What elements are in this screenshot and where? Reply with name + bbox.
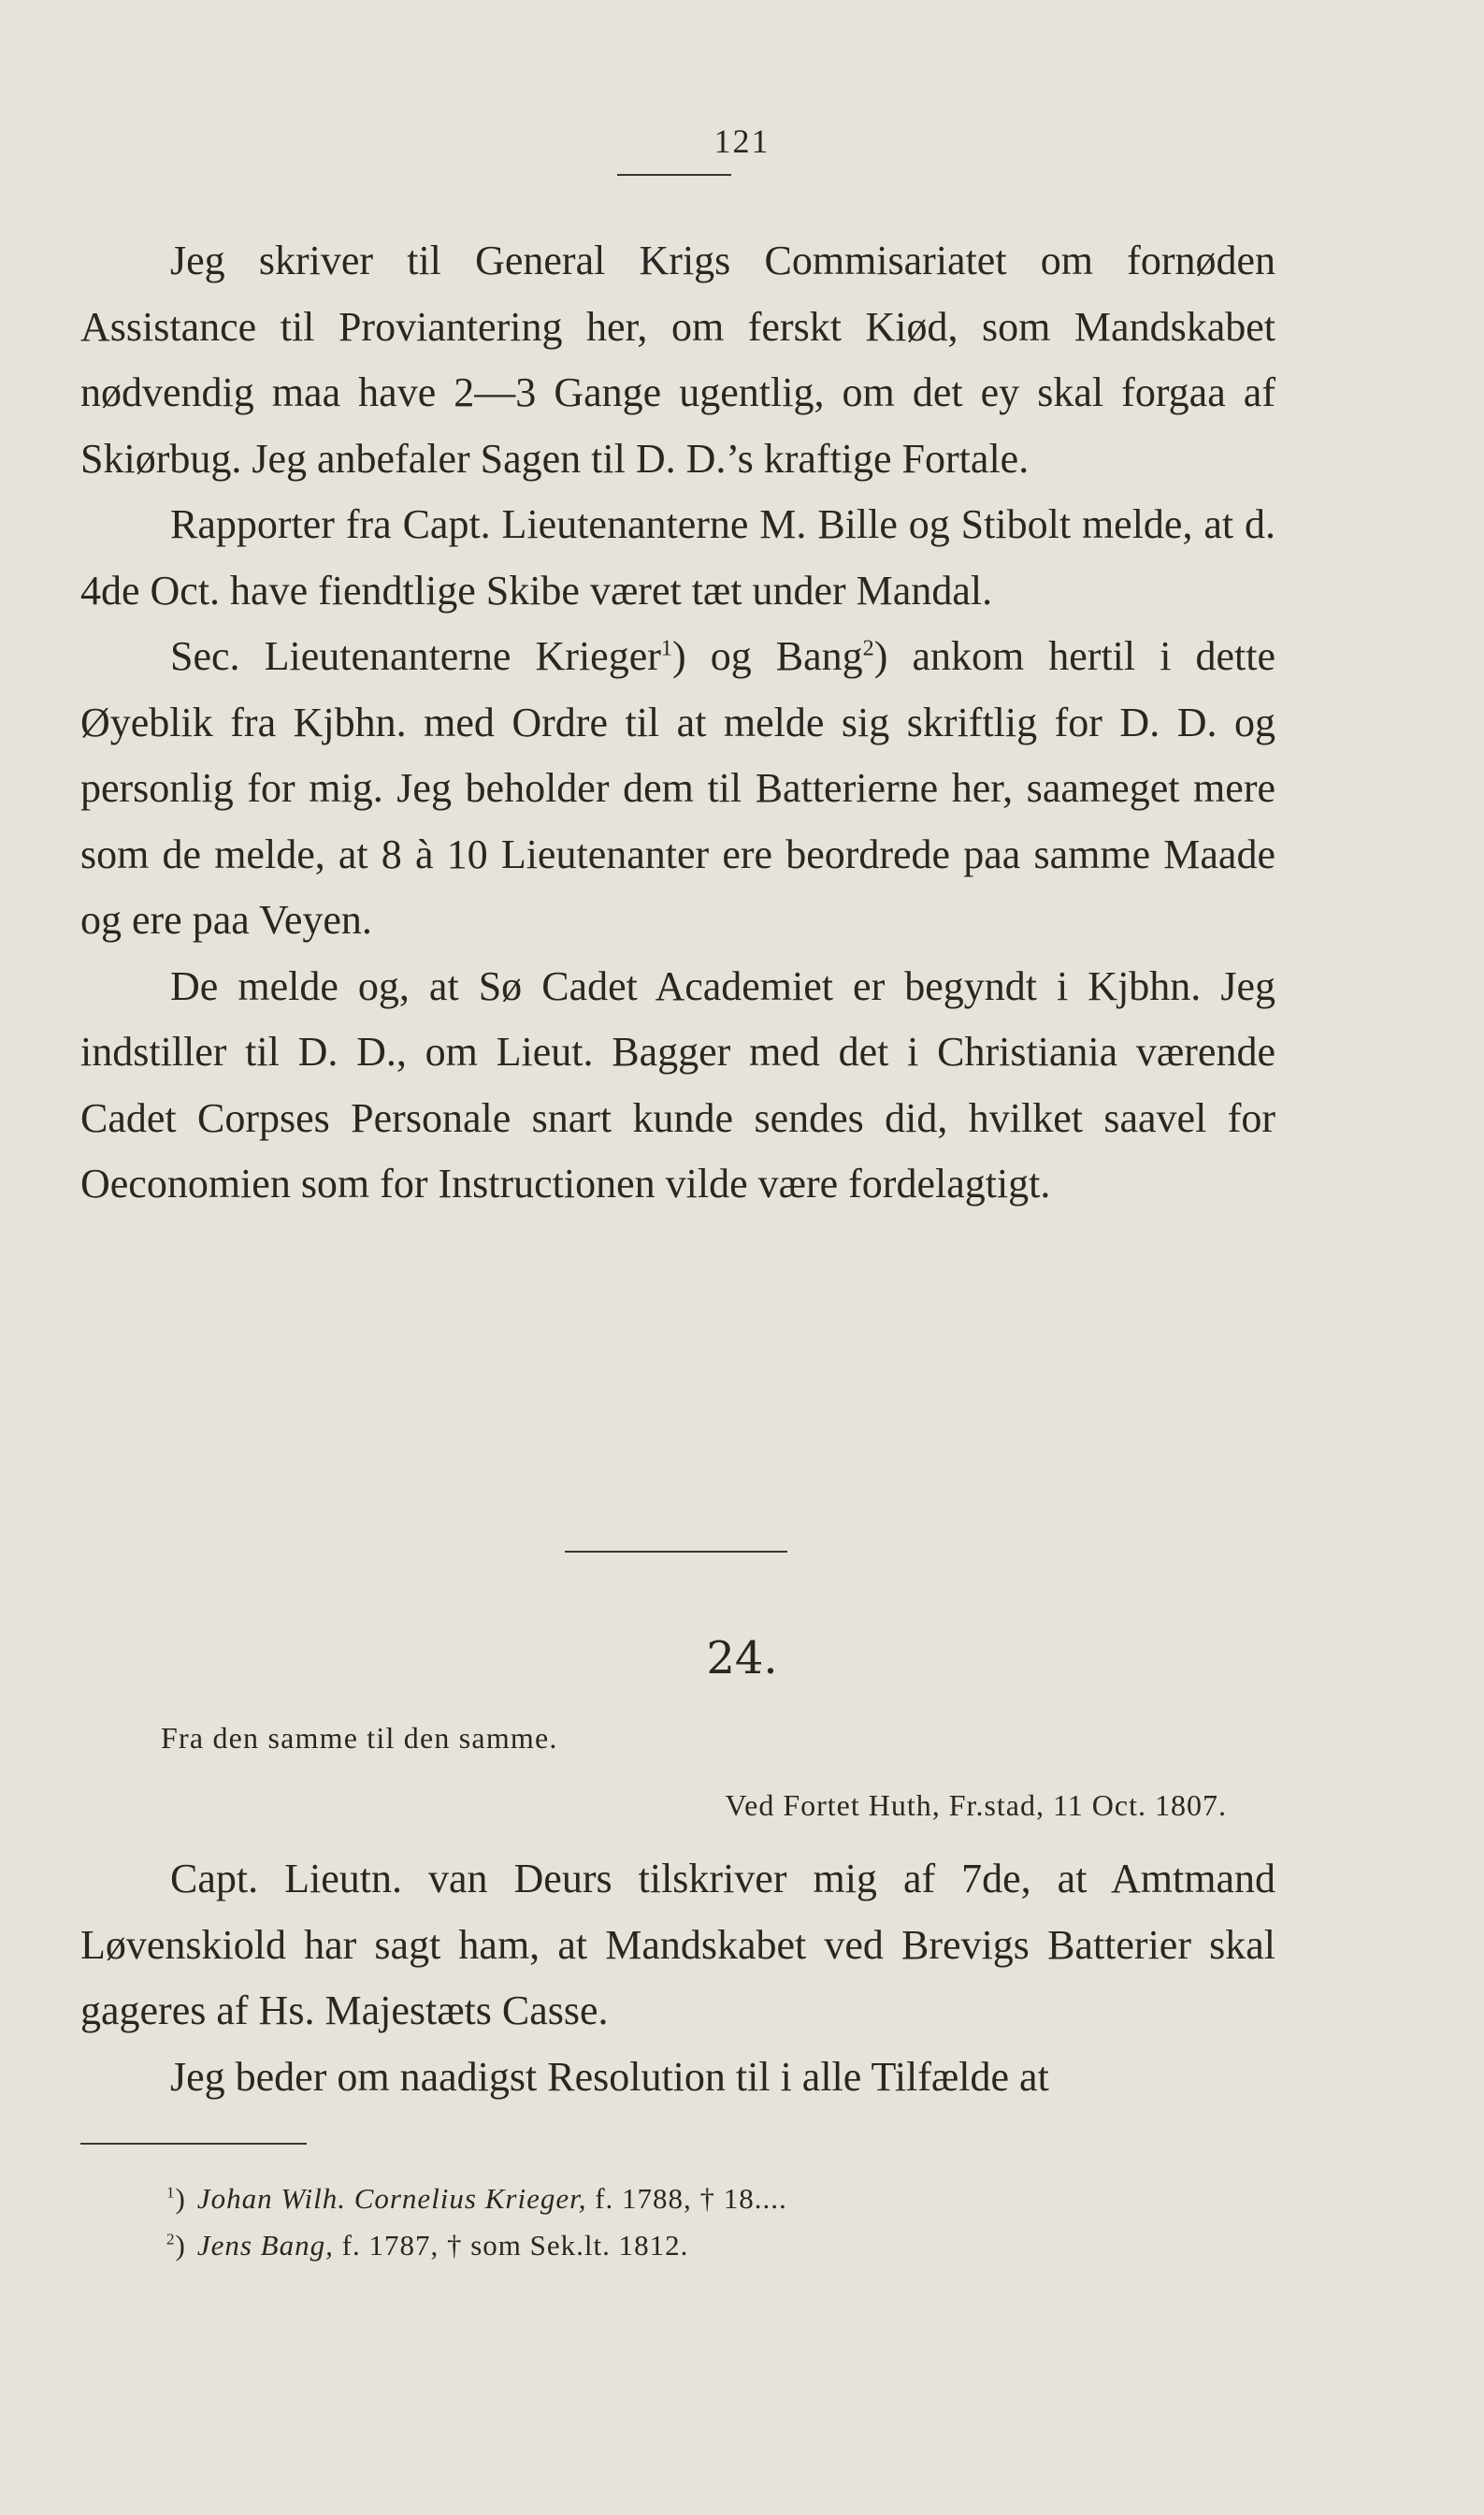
footnote-text: f. 1787, † som Sek.lt. 1812. [333, 2229, 689, 2262]
paragraph: Rapporter fra Capt. Lieutenanterne M. Bille og Stibolt melde, at d. 4de Oct. have fiendtlige Skibe været tæt under Mandal. [80, 501, 1275, 614]
footnote-person-name: Jens Bang, [196, 2229, 334, 2262]
footnote-person-name: Johan Wilh. Cornelius Krieger, [196, 2182, 587, 2215]
footnote-marker: $^1$) [166, 2182, 186, 2215]
paragraph [80, 624, 1275, 954]
page-number-rule [617, 174, 731, 176]
page-number: 121 [713, 123, 771, 160]
text-run: Sec. Lieutenanterne Krieger [170, 633, 661, 679]
body-text-2 [80, 1846, 1275, 2110]
footnote-ref: 1 [660, 635, 672, 661]
footnote-marker: $^2$) [166, 2229, 186, 2262]
letter-dateline: Ved Fortet Huth, Fr.stad, 11 Oct. 1807. [725, 1788, 1227, 1822]
text-run: ) ankom hertil i dette Øyeblik fra Kjbhn. med Ordre til at melde sig skriftlig for D. D. og personlig for mig. Jeg beholder dem til Batterierne her, saameget mere som de melde, at 8 à 10 Lieutenanter ere beordrede paa samme Maade og ere paa Veyen. [80, 633, 1275, 943]
footnotes [166, 2175, 787, 2269]
footnote [166, 2175, 787, 2222]
paragraph: Jeg skriver til General Krigs Commisariatet om fornøden Assistance til Proviantering her, om ferskt Kiød, som Mandskabet nødvendig maa have 2—3 Gange ugentlig, om det ey skal forgaa af Skiørbug. Jeg anbefaler Sagen til D. D.’s kraftige Fortale. [80, 238, 1275, 482]
letter-from-to: Fra den samme til den samme. [161, 1721, 558, 1755]
text-run: ) og Bang [671, 633, 863, 679]
paragraph: De melde og, at Sø Cadet Academiet er begyndt i Kjbhn. Jeg indstiller til D. D., om Lieut. Bagger med det i Christiania værende Cadet Corpses Personale snart kunde sendes did, hvilket saavel for Oeconomien som for Instructionen vilde være fordelagtigt. [80, 962, 1275, 1207]
footnote-ref: 2 [862, 635, 874, 661]
section-rule [565, 1551, 787, 1553]
section-number: 24. [706, 1632, 778, 1684]
footnote-text: f. 1788, † 18.... [586, 2182, 787, 2215]
paragraph: Jeg beder om naadigst Resolution til i alle Tilfælde at [170, 2053, 1049, 2100]
body-text-1 [80, 228, 1275, 1218]
paragraph: Capt. Lieutn. van Deurs tilskriver mig af 7de, at Amtmand Løvenskiold har sagt ham, at Mandskabet ved Brevigs Batterier skal gageres af Hs. Majestæts Casse. [80, 1856, 1275, 2033]
footnote-rule [80, 2143, 307, 2145]
footnote [166, 2222, 787, 2269]
